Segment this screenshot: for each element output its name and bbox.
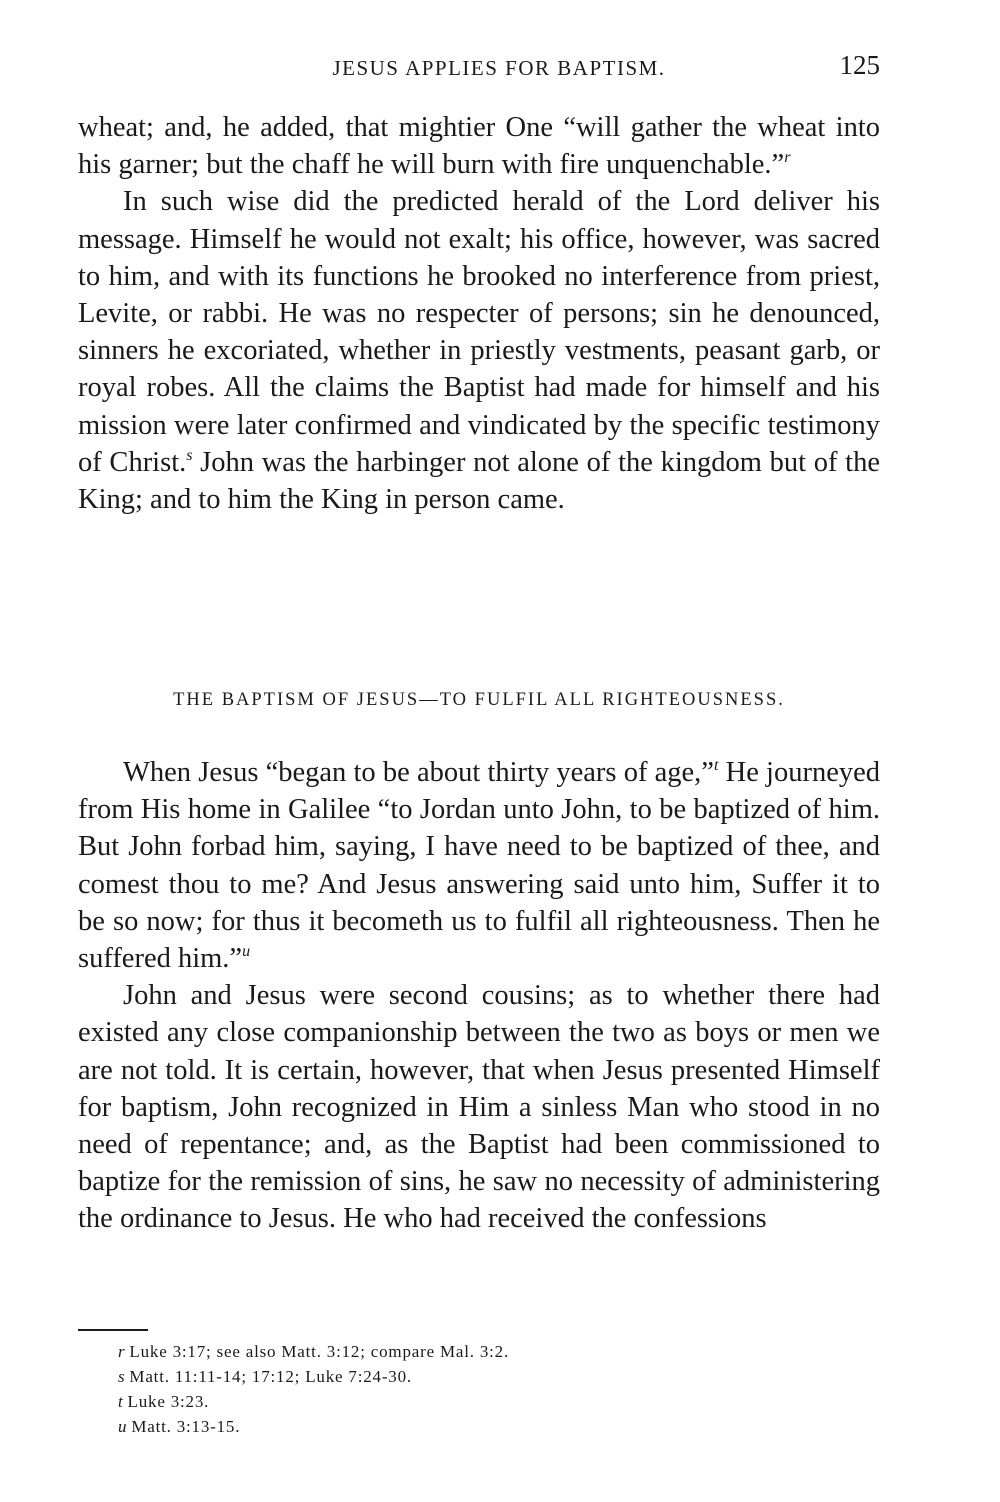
footnotes [118,1339,818,1439]
footnote-text: Luke 3:17; see also Matt. 3:12; compare Mal. 3:2. [129,1342,510,1361]
footnote-item [118,1364,818,1389]
footnote-text: Matt. 3:13-15. [131,1417,241,1436]
paragraph-text: He journeyed from His home in Galilee “to Jordan unto John, to be baptized of him. But John forbad him, saying, I have need to be baptized of thee, and comest thou to me? And Jesus answering said unto him, Suffer it to be so now; for thus it becometh us to fulfil all righteousness. Then he suffered him.” [78,757,880,975]
running-title: JESUS APPLIES FOR BAPTISM. [332,56,666,80]
footnote-text: Luke 3:23. [127,1392,210,1411]
body-text-upper [78,109,880,518]
footnote-item [118,1389,818,1414]
footnote-ref-t: t [713,757,719,774]
paragraph-text: John was the harbinger not alone of the kingdom but of the King; and to him the King in person came. [78,446,880,516]
paragraph-continued [78,109,880,183]
section-heading: THE BAPTISM OF JESUS—TO FULFIL ALL RIGHTEOUSNESS. [173,690,785,710]
paragraph-text: John and Jesus were second cousins; as to whether there had existed any close companionship between the two as boys or men we are not told. It is certain, however, that when Jesus presented Himself for baptism, John recognized in Him a sinless Man who stood in no need of repentance; and, as the Baptist had been commissioned to baptize for the remission of sins, he saw no necessity of administering the ordinance to Jesus. He who had received the confessions [78,980,880,1235]
footnote-item [118,1414,818,1439]
paragraph-text: When Jesus “began to be about thirty years of age,” [123,757,714,788]
footnote-mark: s [118,1367,126,1386]
footnote-ref-u: u [242,943,251,961]
page-number: 125 [839,50,880,80]
running-head [78,50,880,84]
footnote-ref-r: r [784,149,791,167]
footnote-item [118,1339,818,1364]
paragraph-text: wheat; and, he added, that mightier One “will gather the wheat into his garner; but the chaff he will burn with fire unquenchable.” [78,112,880,181]
footnote-ref-s: s [186,446,193,464]
footnote-mark: t [118,1392,124,1411]
paragraph-text: In such wise did the predicted herald of the Lord deliver his message. Himself he would not exalt; his office, however, was sacred to him, and with its functions he brooked no interference from priest, Levite, or rabbi. He was no respecter of persons; sin he denounced, sinners he excoriated, whether in priestly vestments, peasant garb, or royal robes. All the claims the Baptist had made for himself and his mission were later confirmed and vindicated by the specific testimony of Christ. [78,186,880,478]
footnote-divider [78,1329,148,1331]
footnote-mark: u [118,1417,128,1436]
footnote-text: Matt. 11:11-14; 17:12; Luke 7:24-30. [129,1367,412,1386]
paragraph-baptism [78,754,880,977]
body-text-lower [78,754,880,1238]
footnote-mark: r [118,1342,126,1361]
paragraph-cousins [78,977,880,1237]
paragraph-herald [78,183,880,518]
